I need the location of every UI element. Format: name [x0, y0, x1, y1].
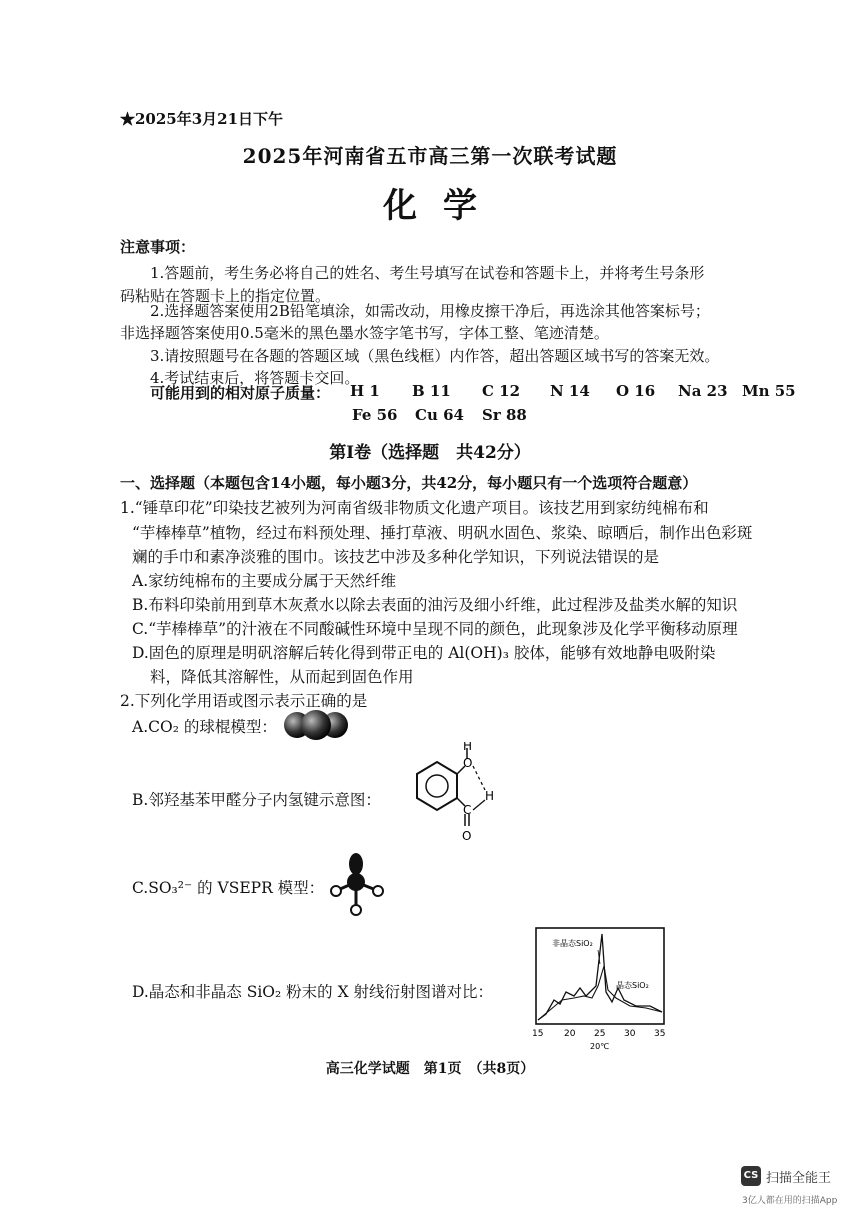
- q1-stem: 斓的手巾和素净淡雅的围巾。该技艺中涉及多种化学知识，下列说法错误的是: [132, 548, 660, 566]
- q1-option-d-cont: 料，降低其溶解性，从而起到固色作用: [150, 668, 414, 686]
- subject-title: 化学: [383, 186, 503, 226]
- q2-option-d: D.晶态和非晶态 SiO₂ 粉末的 X 射线衍射图谱对比：: [132, 983, 494, 1001]
- notice-item: 1.答题前，考生务必将自己的姓名、考生号填写在试卷和答题卡上，并将考生号条形: [150, 264, 705, 282]
- watermark-slogan: 3亿人都在用的扫描App: [742, 1196, 838, 1206]
- notice-item: 4.考试结束后，将答题卡交回。: [150, 369, 360, 387]
- so3-vsepr-model: [322, 850, 388, 920]
- mass-item: Mn 55: [742, 382, 796, 400]
- q1-stem: 1.“锤草印花”印染技艺被列为河南省级非物质文化遗产项目。该技艺用到家纺纯棉布和: [120, 499, 709, 517]
- intramolecular-hbond-diagram: [405, 742, 515, 852]
- notice-item: 2.选择题答案使用2B铅笔填涂，如需改动，用橡皮擦干净后，再选涂其他答案标号；: [150, 302, 710, 320]
- mass-item: Fe 56: [352, 406, 398, 424]
- notice-item: 码粘贴在答题卡上的指定位置。: [120, 287, 331, 305]
- q1-option-a: A.家纺纯棉布的主要成分属于天然纤维: [132, 572, 397, 590]
- mass-item: Na 23: [678, 382, 728, 400]
- part1-title: 第Ⅰ卷（选择题 共42分）: [329, 443, 531, 463]
- mass-item: N 14: [550, 382, 590, 400]
- q1-stem: “芋棒棒草”植物，经过布料预处理、捶打草液、明矾水固色、浆染、晾晒后，制作出色彩斑: [132, 524, 753, 542]
- q2-option-a: A.CO₂ 的球棍模型：: [132, 718, 277, 736]
- page-footer: 高三化学试题 第1页 （共8页）: [325, 1061, 535, 1077]
- mass-item: Cu 64: [415, 406, 464, 424]
- atom-label: O: [463, 756, 473, 770]
- x-tick: 25: [594, 1029, 606, 1039]
- crystalline-label: 晶态SiO₂: [616, 981, 649, 990]
- notice-item: 非选择题答案使用0.5毫米的黑色墨水签字笔书写，字体工整、笔迹清楚。: [120, 324, 609, 342]
- xrd-pattern-chart: [526, 926, 672, 1052]
- q2-option-b: B.邻羟基苯甲醛分子内氢键示意图：: [132, 791, 381, 809]
- co2-ball-stick-model: [283, 708, 349, 742]
- mass-item: C 12: [482, 382, 521, 400]
- camscanner-logo-icon: CS: [741, 1166, 761, 1186]
- atom-label: H: [485, 789, 495, 803]
- atom-label: C: [463, 803, 472, 817]
- section-heading: 一、选择题（本题包含14小题，每小题3分，共42分，每小题只有一个选项符合题意）: [120, 474, 698, 492]
- x-tick: 30: [624, 1029, 636, 1039]
- mass-item: B 11: [412, 382, 451, 400]
- atom-label: H: [463, 742, 473, 753]
- watermark-name: 扫描全能王: [766, 1171, 832, 1186]
- notice-heading: 注意事项：: [120, 238, 196, 256]
- mass-label: 可能用到的相对原子质量：: [150, 384, 331, 402]
- q2-option-c: C.SO₃²⁻ 的 VSEPR 模型：: [132, 879, 325, 897]
- notice-item: 3.请按照题号在各题的答题区域（黑色线框）内作答，超出答题区域书写的答案无效。: [150, 347, 720, 365]
- mass-item: O 16: [616, 382, 656, 400]
- x-tick: 20: [564, 1029, 576, 1039]
- q1-option-c: C.“芋棒棒草”的汁液在不同酸碱性环境中呈现不同的颜色，此现象涉及化学平衡移动原理: [132, 620, 738, 638]
- q2-stem: 2.下列化学用语或图示表示正确的是: [120, 692, 368, 710]
- exam-title: 2025年河南省五市高三第一次联考试题: [242, 144, 618, 168]
- mass-item: H 1: [350, 382, 380, 400]
- x-axis-label: 20℃: [590, 1042, 610, 1051]
- exam-date: ★2025年3月21日下午: [120, 110, 284, 128]
- mass-item: Sr 88: [482, 406, 527, 424]
- q1-option-b: B.布料印染前用到草木灰煮水以除去表面的油污及细小纤维，此过程涉及盐类水解的知识: [132, 596, 738, 614]
- amorphous-label: 非晶态SiO₂: [552, 939, 593, 948]
- amorphous-curve: [538, 966, 662, 1020]
- q1-option-d: D.固色的原理是明矾溶解后转化得到带正电的 Al(OH)₃ 胶体，能够有效地静电吸附染: [132, 644, 716, 662]
- atom-label: O: [462, 829, 472, 843]
- x-tick: 35: [654, 1029, 666, 1039]
- x-tick: 15: [532, 1029, 544, 1039]
- atomic-mass-list: [150, 382, 800, 426]
